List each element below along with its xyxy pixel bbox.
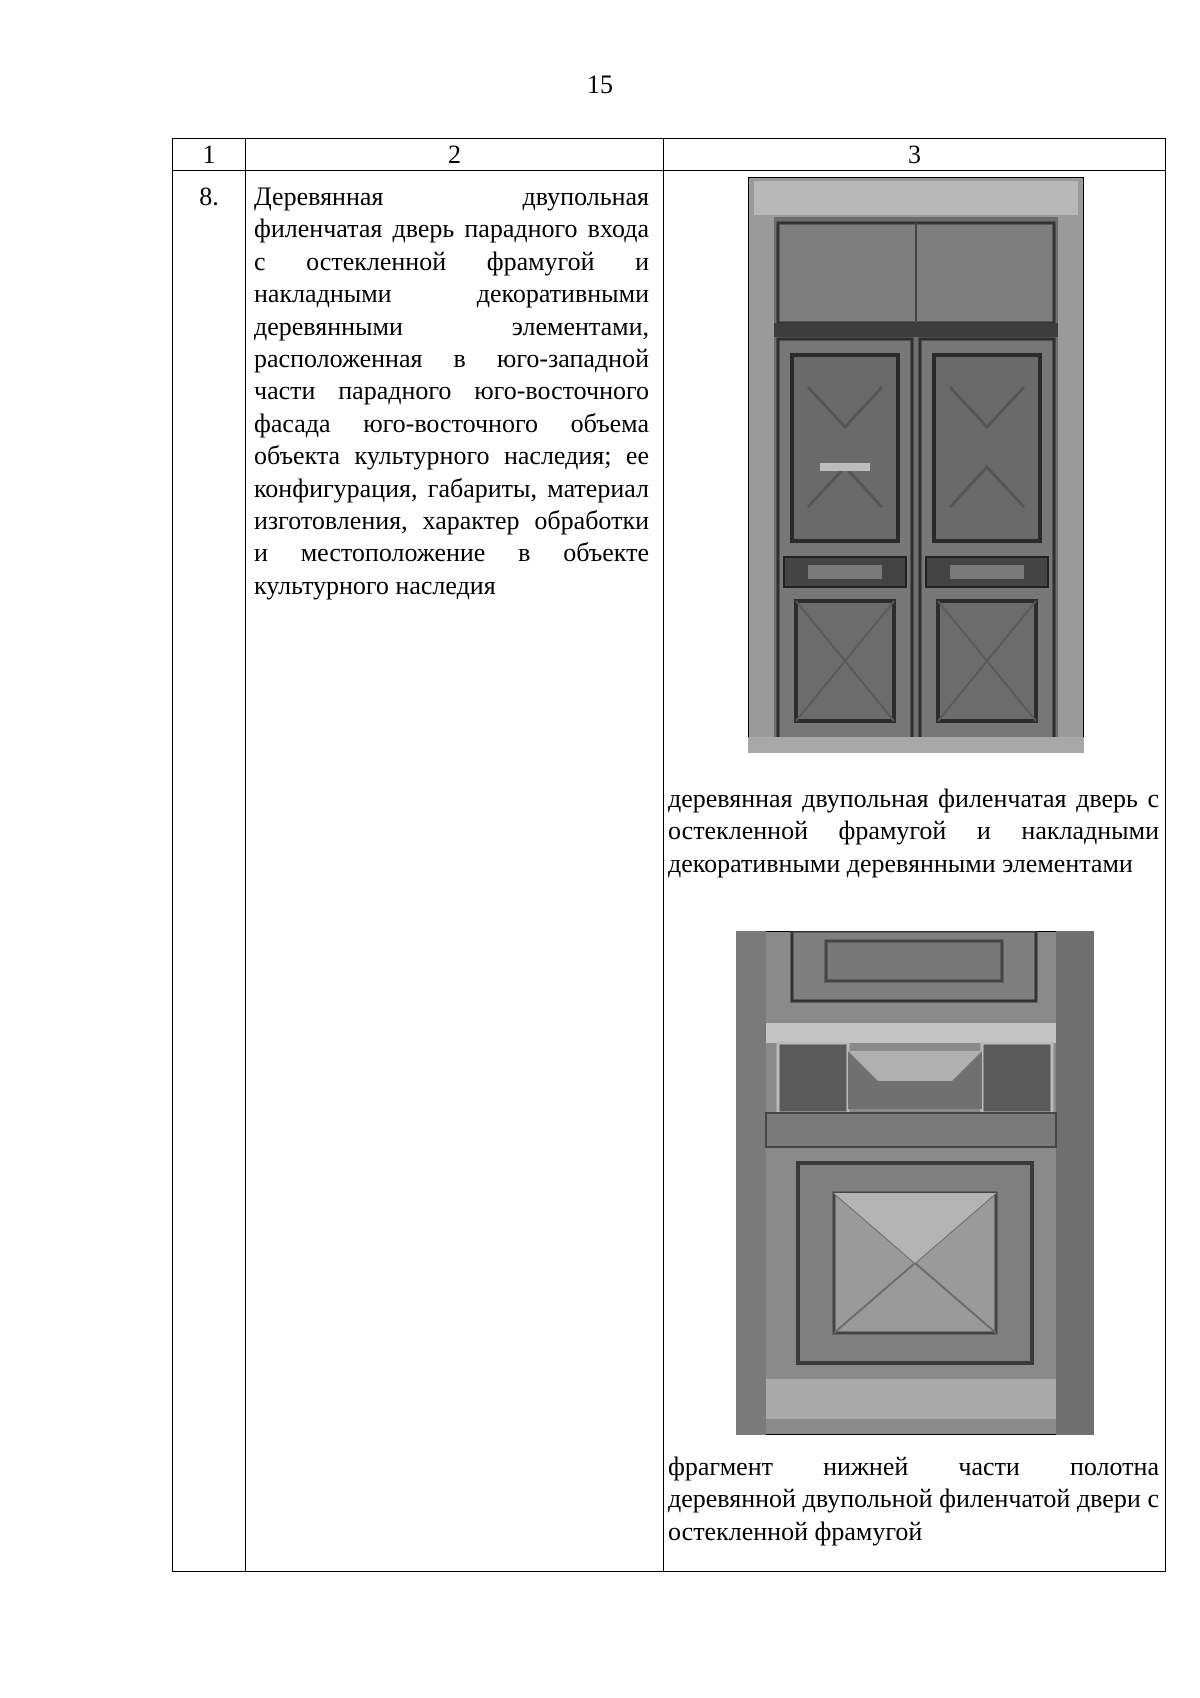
- photos-cell: [664, 171, 1166, 1572]
- door-fragment-caption: фрагмент нижней части полотна деревянной двупольной филенчатой двери с остекленной фрамугой: [668, 1452, 1159, 1546]
- door-photo-caption: деревянная двупольная филенчатая дверь с остекленной фрамугой и накладными декоративными деревянными элементами: [668, 784, 1159, 878]
- door-photo-icon: [748, 177, 1084, 753]
- table-header-row: [173, 139, 1166, 171]
- column-header-1: 1: [173, 139, 246, 171]
- item-description: Деревянная двупольная филенчатая дверь парадного входа с остекленной фрамугой и накладными декоративными деревянными элементами, расположенная в юго-западной части парадного юго-восточного фасада юго-восточного объема объекта культурного наследия; ее конфигурация, габариты, материал изготовления, характер обработки и местоположение в объекте культурного наследия: [254, 182, 649, 600]
- page-number: 15: [587, 70, 613, 99]
- row-number: 8.: [173, 171, 246, 1572]
- column-header-2: 2: [246, 139, 664, 171]
- door-fragment-photo-frame: [664, 931, 1165, 1451]
- door-fragment-photo-icon: [736, 931, 1094, 1435]
- description-cell: [246, 171, 664, 1572]
- table-row: [173, 171, 1166, 1572]
- door-photo-frame: [664, 171, 1165, 783]
- column-header-3: 3: [664, 139, 1166, 171]
- heritage-elements-table: [172, 138, 1166, 1572]
